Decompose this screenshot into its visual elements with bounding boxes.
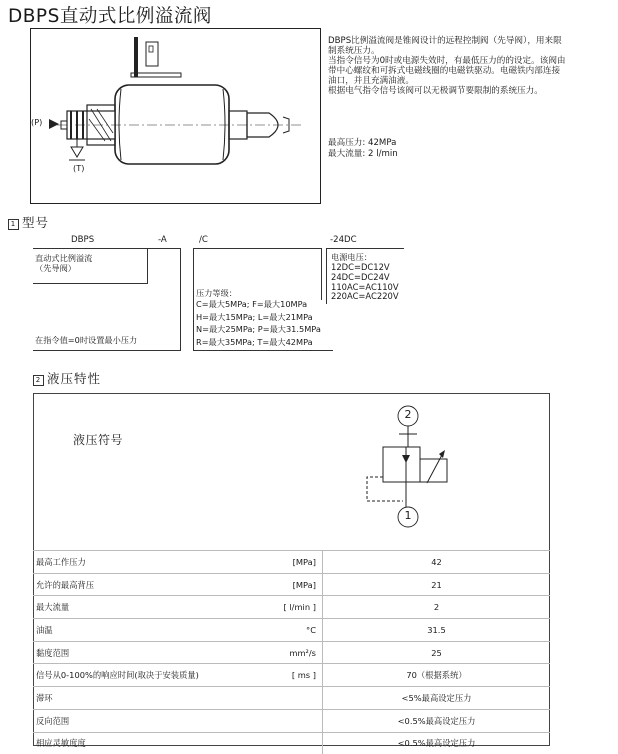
pressure-grade-title: 压力等级：	[196, 288, 237, 298]
divider	[33, 283, 148, 284]
property-value: 25	[323, 641, 551, 664]
pressure-grade-item: N=最大25MPa; P=最大31.5MPa	[196, 324, 321, 334]
section-number: 1	[8, 219, 19, 230]
hydraulic-symbol-label: 液压符号	[73, 433, 124, 447]
voltage-item: 24DC=DC24V	[331, 271, 390, 282]
code-main: DBPS	[71, 235, 95, 245]
min-pressure-note: 在指令值=0时设置最小压力	[35, 335, 138, 345]
divider	[326, 248, 327, 304]
description-line: 油口，并且充满油液。	[328, 76, 414, 86]
property-unit: mm²/s	[216, 641, 323, 664]
property-unit: [MPa]	[216, 573, 323, 596]
property-unit	[216, 687, 323, 710]
valve-cross-section-image	[31, 29, 322, 205]
voltage-item: 220AC=AC220V	[331, 291, 399, 302]
property-unit	[216, 732, 323, 754]
divider	[193, 350, 333, 351]
port-p-label: (P)	[31, 117, 43, 127]
divider	[33, 248, 181, 249]
property-unit: °C	[216, 619, 323, 642]
divider	[193, 248, 321, 249]
table-row	[33, 687, 550, 710]
property-value: 21	[323, 573, 551, 596]
table-row	[33, 664, 550, 687]
property-name: 信号从0-100%的响应时间(取决于安装质量)	[33, 664, 216, 687]
port-t-label: (T)	[73, 163, 85, 173]
table-row	[33, 709, 550, 732]
voltage-item: 110AC=AC110V	[331, 281, 399, 292]
table-row	[33, 573, 550, 596]
description-line: 根据电气指令信号该阀可以无极调节要限制的系统压力。	[328, 86, 543, 96]
max-flow: 最大流量: 2 l/min	[328, 148, 398, 159]
property-name: 允许的最高背压	[33, 573, 216, 596]
pressure-grade-item: H=最大15MPa; L=最大21MPa	[196, 311, 313, 322]
voltage-title: 电源电压：	[331, 252, 372, 262]
property-value: 31.5	[323, 619, 551, 642]
description-line: 当指令信号为0时或电源失效时，有最低压力的的设定。该阀由	[328, 56, 566, 66]
property-unit: [MPa]	[216, 551, 323, 574]
property-value: 2	[323, 596, 551, 619]
table-row	[33, 596, 550, 619]
model-name-line1: 直动式比例溢流	[35, 253, 93, 263]
property-unit	[216, 709, 323, 732]
max-pressure: 最高压力: 42MPa	[328, 138, 397, 148]
property-name: 最高工作压力	[33, 551, 216, 574]
pressure-grade-item: R=最大35MPa; T=最大42MPa	[196, 336, 313, 347]
description	[328, 36, 614, 96]
property-value: <0.5%最高设定压力	[323, 709, 551, 732]
section-1-title	[8, 213, 49, 231]
divider	[147, 248, 148, 283]
property-value: 42	[323, 551, 551, 574]
section-2-title	[33, 369, 101, 387]
code-option-c: /C	[199, 235, 208, 245]
property-name: 黏度范围	[33, 641, 216, 664]
divider	[326, 248, 404, 249]
divider	[180, 248, 181, 350]
code-option-a: -A	[158, 235, 167, 245]
code-voltage: -24DC	[330, 235, 357, 245]
divider	[193, 248, 194, 350]
valve-drawing	[30, 28, 321, 204]
divider	[33, 350, 181, 351]
section-number: 2	[33, 375, 44, 386]
description-line: 制系统压力。	[328, 46, 380, 56]
section-title-text: 型号	[22, 215, 50, 230]
property-unit: [ l/min ]	[216, 596, 323, 619]
model-name-line2: （先导阀）	[35, 263, 76, 273]
description-line: 带中心螺纹和可拆式电磁线圈的电磁铁驱动。电磁铁内部连接	[328, 66, 561, 76]
table-row	[33, 732, 550, 754]
property-name: 滞环	[33, 687, 216, 710]
table-row	[33, 551, 550, 574]
property-name: 反向范围	[33, 709, 216, 732]
table-row	[33, 641, 550, 664]
property-value: 70（根据系统）	[323, 664, 551, 687]
property-unit: [ ms ]	[216, 664, 323, 687]
port-2-label: 2	[404, 408, 412, 421]
property-value: <0.5%最高设定压力	[323, 732, 551, 754]
spec-summary	[328, 138, 398, 159]
property-value: <5%最高设定压力	[323, 687, 551, 710]
pressure-grade-list	[196, 298, 321, 348]
section-title-text: 液压特性	[47, 371, 102, 386]
voltage-item: 12DC=DC12V	[331, 262, 390, 272]
page-title: DBPS直动式比例溢流阀	[8, 6, 212, 27]
pressure-grade-item: C=最大5MPa; F=最大10MPa	[196, 299, 308, 309]
property-name: 最大流量	[33, 596, 216, 619]
port-1-label: 1	[404, 509, 412, 522]
property-name: 相应灵敏度度	[33, 732, 216, 754]
properties-table	[33, 550, 550, 754]
table-row	[33, 619, 550, 642]
divider	[321, 248, 322, 300]
voltage-list	[331, 263, 399, 302]
description-line: DBPS比例溢流阀是锥阀设计的远程控制阀（先导阀），用来限	[328, 36, 562, 46]
property-name: 油温	[33, 619, 216, 642]
